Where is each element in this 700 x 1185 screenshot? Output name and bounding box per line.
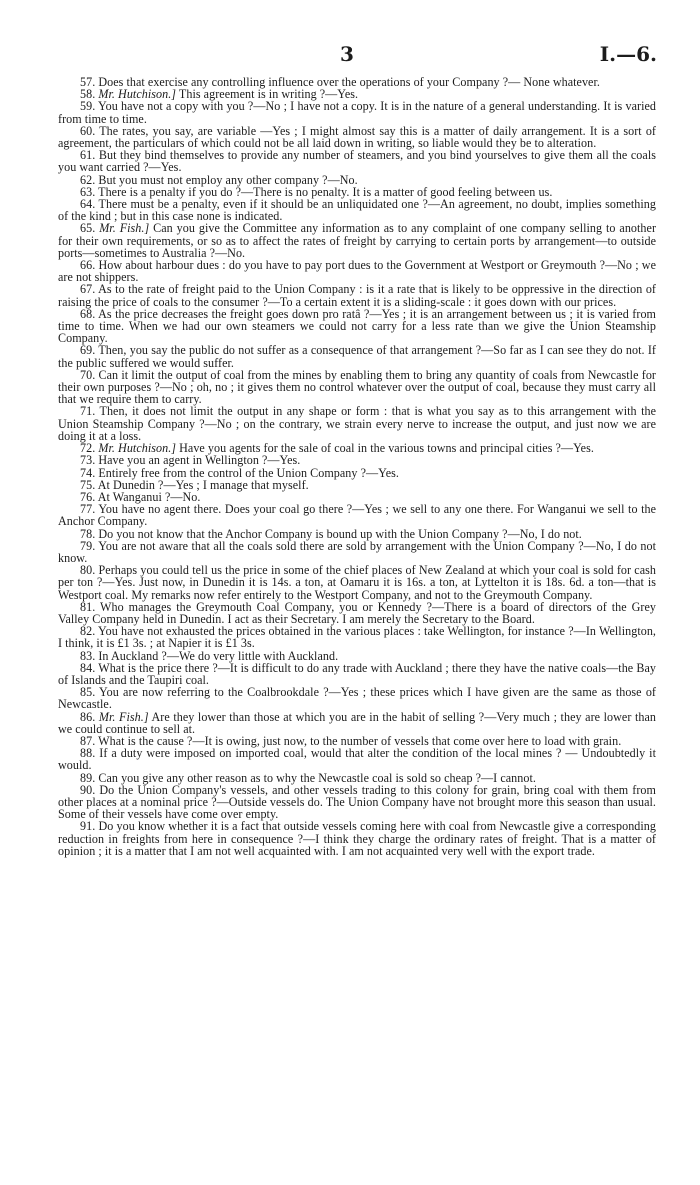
question-paragraph	[58, 222, 656, 259]
question-paragraph	[58, 686, 656, 710]
question-number: 59.	[80, 99, 96, 114]
question-text: What is the price there ?—It is difficult to do any trade with Auckland ; there they have the native coals—the Bay of Islands and the Taupiri coal.	[58, 660, 656, 687]
question-paragraph	[58, 711, 656, 735]
question-number: 66.	[80, 258, 96, 273]
question-text: As to the rate of freight paid to the Union Company : is it a rate that is likely to be oppressive in the direction of raising the price of coals to the consumer ?—To a certain extent it is a sliding-scale : it goes down with our prices.	[58, 282, 656, 309]
question-text: But you must not employ any other company ?—No.	[98, 172, 358, 187]
question-number: 61.	[80, 148, 96, 163]
question-number: 81.	[80, 599, 96, 614]
question-paragraph	[58, 259, 656, 283]
question-text: Then, it does not limit the output in any shape or form : that is what you say as to this arrangement with the Union Steamship Company ?—No ; on the contrary, we strain every nerve to increase the output, and just now we are doing it at a loss.	[58, 404, 656, 443]
question-number: 76.	[80, 489, 96, 504]
question-text: You have not a copy with you ?—No ; I have not a copy. It is in the nature of a general understanding. It is varied from time to time.	[58, 99, 656, 126]
question-text: Does that exercise any controlling influence over the operations of your Company ?— None whatever.	[98, 75, 600, 89]
question-paragraph	[58, 662, 656, 686]
question-text: If a duty were imposed on imported coal, would that alter the condition of the local mines ? — Undoubtedly it would.	[58, 746, 657, 773]
question-number: 57.	[80, 75, 96, 89]
question-paragraph	[58, 601, 656, 625]
question-number: 90.	[80, 782, 96, 797]
question-paragraph	[58, 405, 656, 442]
question-number: 78.	[80, 526, 96, 541]
question-paragraph	[58, 283, 656, 307]
speaker-label: Mr. Fish.]	[98, 709, 149, 724]
question-text: Perhaps you could tell us the price in some of the chief places of New Zealand at which your coal is sold for cash per ton ?—Yes. Just now, in Dunedin it is 14s. a ton, at Oamaru it is 16s. a ton, at Lyttelton it is 18s. 6d. a ton—that is Westport coal. My remarks now refer entirely to the Westport Company, and not to the Greymouth Company.	[58, 563, 657, 602]
question-paragraph	[58, 503, 656, 527]
speaker-label: Mr. Hutchison.]	[98, 87, 177, 102]
page-header	[0, 42, 700, 68]
question-text: The rates, you say, are variable —Yes ; I might almost say this is a matter of daily arrangement. It is a sort of agreement, the particulars of which could not be all laid down in writing, so liable would they be to alteration.	[58, 123, 656, 151]
question-number: 89.	[80, 770, 96, 785]
question-number: 85.	[80, 685, 96, 700]
question-text: Have you an agent in Wellington ?—Yes.	[98, 453, 301, 468]
question-number: 74.	[80, 465, 96, 480]
question-text: At Dunedin ?—Yes ; I manage that myself.	[97, 477, 309, 492]
question-text: Do the Union Company's vessels, and other vessels trading to this colony for grain, bring coal with them from other places at a nominal price ?—Outside vessels do. The Union Company have not brought more this season than usual. Some of their vessels have come over empty.	[58, 782, 656, 822]
question-number: 68.	[80, 306, 96, 321]
question-number: 86.	[80, 709, 96, 724]
question-text: There must be a penalty, even if it should be an unliquidated one ?—An agreement, no doubt, implies something of the kind ; but in this case none is indicated.	[58, 197, 656, 224]
question-number: 87.	[80, 733, 96, 748]
question-text: In Auckland ?—We do very little with Auckland.	[98, 648, 339, 663]
question-number: 67.	[80, 282, 96, 297]
question-number: 71.	[80, 404, 96, 419]
document-reference: I.—6.	[599, 42, 657, 66]
question-paragraph	[58, 784, 656, 821]
question-number: 65.	[80, 221, 96, 236]
question-text: There is a penalty if you do ?—There is no penalty. It is a matter of good feeling between us.	[98, 184, 553, 199]
question-text: Have you agents for the sale of coal in the various towns and principal cities ?—Yes.	[179, 441, 594, 456]
speaker-label: Mr. Fish.]	[99, 221, 150, 236]
question-text: At Wanganui ?—No.	[97, 489, 201, 504]
question-text: Are they lower than those at which you are in the habit of selling ?—Very much ; they are lower than we could continue to sell at.	[58, 709, 657, 736]
question-number: 62.	[80, 172, 96, 187]
question-paragraph	[58, 369, 656, 406]
question-number: 60.	[80, 123, 96, 138]
question-number: 63.	[80, 184, 96, 199]
question-text: Can it limit the output of coal from the mines by enabling them to bring any quantity of coals from Newcastle for their own purposes ?—No ; oh, no ; it gives them no control whatever over the output of coal, because they must carry all that we require them to carry.	[58, 367, 656, 407]
question-text: Do you not know that the Anchor Company is bound up with the Union Company ?—No, I do not.	[98, 526, 582, 541]
question-paragraph	[58, 344, 656, 368]
question-paragraph	[58, 625, 656, 649]
question-number: 72.	[80, 441, 96, 456]
question-number: 58.	[80, 87, 96, 102]
question-text: As the price decreases the freight goes down pro ratâ ?—Yes ; it is an arrangement between us ; it is varied from time to time. When we had our own steamers we could not carry for a less rate than we give the Union Steamship Company.	[58, 306, 657, 346]
question-text: Do you know whether it is a fact that outside vessels coming here with coal from Newcastle give a corresponding reduction in freights from here in consequence ?—I think they charge the ordinary rates of freight. That is a matter of opinion ; it is a matter that I am not well acquainted with. I am not acquainted very well with the export trade.	[58, 819, 657, 858]
question-text: Can you give the Committee any information as to any complaint of one company selling to another for their own requirements, or so as to affect the rates of freight by carrying to certain ports by arrangement—to outside ports—sometimes to Australia ?—No.	[58, 221, 657, 260]
question-number: 82.	[80, 624, 96, 639]
question-paragraph	[58, 747, 656, 771]
question-text: You have not exhausted the prices obtained in the various places : take Wellington, for instance ?—In Wellington, I think, it is £1 3s. ; at Napier it is £1 3s.	[58, 624, 656, 651]
question-number: 79.	[80, 538, 96, 553]
question-text: Can you give any other reason as to why the Newcastle coal is sold so cheap ?—I cannot.	[98, 770, 536, 785]
question-number: 84.	[80, 660, 96, 675]
question-number: 73.	[80, 453, 96, 468]
question-text: You are now referring to the Coalbrookdale ?—Yes ; these prices which I have given are the same as those of Newcastle.	[58, 685, 656, 712]
question-text: You have no agent there. Does your coal go there ?—Yes ; we sell to any one there. For Wanganui we sell to the Anchor Company.	[58, 502, 656, 529]
question-number: 83.	[80, 648, 96, 663]
question-number: 80.	[80, 563, 96, 578]
question-paragraph	[58, 198, 656, 222]
question-paragraph	[58, 149, 656, 173]
question-number: 64.	[80, 197, 96, 212]
question-number: 75.	[80, 477, 96, 492]
question-text: Entirely free from the control of the Union Company ?—Yes.	[98, 465, 399, 480]
question-number: 69.	[80, 343, 96, 358]
question-paragraph	[58, 308, 656, 345]
question-text: Who manages the Greymouth Coal Company, you or Kennedy ?—There is a board of directors of the Grey Valley Company held in Dunedin. I act as their Secretary. I am merely the Secretary to the Board.	[58, 599, 657, 626]
question-paragraph	[58, 125, 656, 149]
question-text: You are not aware that all the coals sold there are sold by arrangement with the Union Company ?—No, I do not know.	[58, 538, 656, 565]
question-text: Then, you say the public do not suffer as a consequence of that arrangement ?—So far as I can see they do not. If the public suffered we would suffer.	[58, 343, 657, 370]
question-paragraph	[58, 820, 656, 857]
page-number: 3	[340, 42, 354, 66]
question-number: 91.	[80, 819, 96, 834]
speaker-label: Mr. Hutchison.]	[98, 441, 177, 456]
question-text: This agreement is in writing ?—Yes.	[178, 87, 359, 102]
question-number: 70.	[80, 367, 96, 382]
question-paragraph	[58, 100, 656, 124]
question-number: 88.	[80, 746, 96, 761]
question-text: What is the cause ?—It is owing, just now, to the number of vessels that come over here to load with grain.	[98, 733, 622, 748]
question-text: But they bind themselves to provide any number of steamers, and you bind yourselves to give them all the coals you want carried ?—Yes.	[58, 148, 656, 175]
question-number: 77.	[80, 502, 96, 517]
question-text: How about harbour dues : do you have to pay port dues to the Government at Westport or Greymouth ?—No ; we are not shippers.	[58, 258, 656, 285]
evidence-text	[58, 76, 656, 857]
question-paragraph	[58, 540, 656, 564]
question-paragraph	[58, 564, 656, 601]
